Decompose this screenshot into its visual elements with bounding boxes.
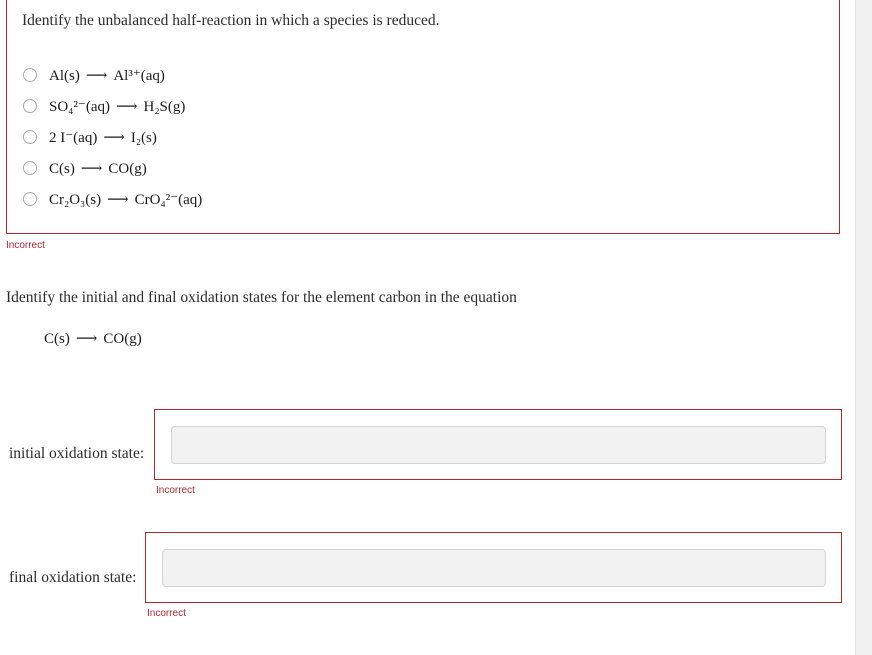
- question2-prompt: Identify the initial and final oxidation states for the element carbon in the equation: [6, 289, 517, 306]
- question1-prompt: Identify the unbalanced half-reaction in which a species is reduced.: [22, 12, 440, 29]
- final-oxidation-input[interactable]: [162, 549, 826, 587]
- option-iodide[interactable]: [23, 127, 157, 147]
- radio-button[interactable]: [23, 68, 37, 82]
- initial-oxidation-input[interactable]: [171, 426, 826, 464]
- option-equation: Al(s) ⟶ Al³⁺(aq): [49, 67, 165, 84]
- option-cr2o3[interactable]: [23, 189, 202, 209]
- radio-button[interactable]: [23, 99, 37, 113]
- radio-button[interactable]: [23, 130, 37, 144]
- radio-button[interactable]: [23, 161, 37, 175]
- option-equation: Cr₂O₃(s) ⟶ CrO₄²⁻(aq): [49, 191, 203, 208]
- option-so4[interactable]: [23, 96, 185, 116]
- final-oxidation-feedback: Incorrect: [147, 608, 186, 619]
- option-equation: C(s) ⟶ CO(g): [49, 160, 147, 177]
- option-al[interactable]: [23, 65, 165, 85]
- initial-oxidation-label: initial oxidation state:: [9, 445, 145, 462]
- option-equation: 2 I⁻(aq) ⟶ I₂(s): [49, 129, 157, 146]
- final-oxidation-label: final oxidation state:: [9, 569, 137, 586]
- radio-button[interactable]: [23, 192, 37, 206]
- option-carbon[interactable]: [23, 158, 147, 178]
- option-equation: SO₄²⁻(aq) ⟶ H₂S(g): [49, 98, 186, 115]
- question1-feedback: Incorrect: [6, 240, 45, 251]
- question2-equation: C(s) ⟶ CO(g): [44, 331, 142, 347]
- question1-container: [6, 0, 840, 234]
- vertical-scrollbar[interactable]: [855, 0, 872, 655]
- initial-oxidation-feedback: Incorrect: [156, 485, 195, 496]
- final-oxidation-box: [145, 532, 842, 603]
- initial-oxidation-box: [154, 409, 842, 480]
